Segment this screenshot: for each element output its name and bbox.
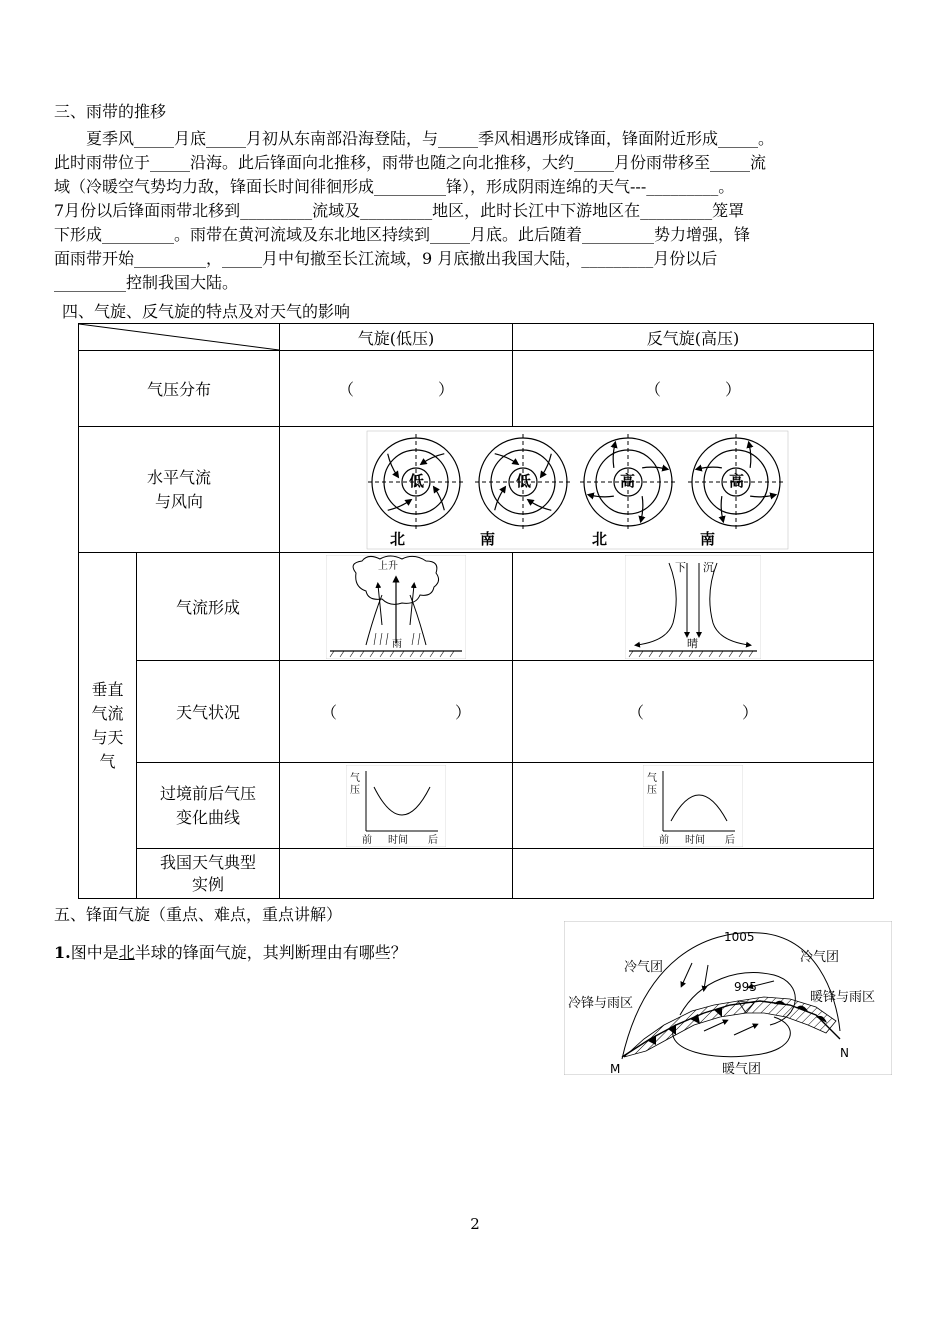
rise-label: 上升 [378, 560, 398, 572]
cold-front-label: 冷锋与雨区 [568, 996, 634, 1011]
header-cyclone: 气旋(低压) [280, 324, 513, 351]
anticyclone-pressure-curve [643, 765, 743, 847]
cyclone-pressure-answer[interactable] [280, 351, 513, 427]
row-label-weather: 天气状况 [137, 661, 280, 763]
section3-line: _________控制我国大陆。 [54, 273, 239, 292]
cold-air-mass-left: 冷气团 [624, 960, 664, 975]
cyclone-weather-answer[interactable] [280, 661, 513, 763]
rising-airflow-diagram-cell [280, 553, 513, 661]
curve-x-time: 时间 [388, 834, 408, 846]
sinking-airflow-diagram [625, 555, 761, 659]
cold-air-mass-right: 冷气团 [800, 950, 840, 965]
label-south-1: 南 [480, 529, 496, 548]
section3-line: 域（冷暖空气势均力敌，锋面长时间徘徊形成_________锋），形成阴雨连绵的天气---_________。 [54, 177, 735, 196]
page-number: 2 [470, 1215, 480, 1233]
question-1-text-pre: 图中是 [70, 943, 119, 962]
group-label-line: 气 [99, 751, 116, 771]
section3-line: 夏季风_____月底_____月初从东南部沿海登陆，与_____季风相遇形成锋面，锋面附近形成_____。 [86, 129, 775, 148]
curve-x-time: 时间 [685, 834, 705, 846]
row-label-curve-line2: 变化曲线 [175, 807, 240, 827]
row-label-pressure: 气压分布 [79, 351, 280, 427]
row-label-airflow: 气流形成 [137, 553, 280, 661]
curve-x-before: 前 [659, 834, 669, 846]
paren-open: （ [644, 380, 661, 399]
curve-y-label: 气 [350, 772, 360, 784]
section3-line: 面雨带开始_________，_____月中旬撤至长江流域，9 月底撤出我国大陆，_________月份以后 [54, 249, 718, 268]
label-south-2: 南 [700, 529, 716, 548]
diagonal-line [79, 324, 279, 350]
curve-y-label: 气 [647, 772, 657, 784]
label-north-2: 北 [592, 529, 608, 548]
isobar-1005: 1005 [724, 930, 755, 944]
paren-close: ） [742, 703, 759, 722]
sink-label-1: 下 [675, 560, 686, 574]
label-low-1: 低 [409, 471, 425, 490]
group-label-line: 气流 [91, 703, 124, 723]
row-label-horizontal [79, 427, 280, 553]
paren-open: （ [320, 703, 337, 722]
section3-paragraph [54, 127, 900, 295]
cyclone-curve-cell [280, 763, 513, 849]
anticyclone-weather-answer[interactable] [513, 661, 874, 763]
curve-x-before: 前 [362, 834, 372, 846]
row-label-horizontal-line1: 水平气流 [146, 467, 211, 487]
point-m: M [610, 1062, 621, 1075]
sinking-airflow-diagram-cell [513, 553, 874, 661]
question-1-text-post: 半球的锋面气旋，其判断理由有哪些？ [134, 943, 407, 962]
group-label-line: 垂直 [91, 679, 124, 699]
curve-y-label: 压 [647, 784, 657, 796]
row-label-horizontal-line2: 与风向 [154, 491, 203, 511]
curve-x-after: 后 [428, 834, 438, 846]
paren-close: ） [438, 380, 455, 399]
row-label-example-line1: 我国天气典型 [159, 852, 256, 872]
rain-label: 雨 [392, 638, 402, 650]
curve-x-after: 后 [725, 834, 735, 846]
paren-open: （ [337, 380, 354, 399]
row-label-curve [137, 763, 280, 849]
label-low-2: 低 [516, 471, 532, 490]
label-north-1: 北 [390, 529, 406, 548]
question-1 [54, 940, 407, 963]
row-label-example [137, 849, 280, 899]
paren-close: ） [455, 703, 472, 722]
group-label-vertical [79, 553, 137, 899]
rising-airflow-diagram [326, 555, 466, 659]
section3-line: 此时雨带位于_____沿海。此后锋面向北推移，雨带也随之向北推移，大约_____月份雨带移至_____流 [54, 153, 767, 172]
curve-y-label: 压 [350, 784, 360, 796]
horizontal-flow-diagram [280, 428, 872, 552]
paren-open: （ [627, 703, 644, 722]
sink-label-2: 沉 [703, 560, 714, 574]
horizontal-flow-diagram-cell [280, 427, 874, 553]
frontal-cyclone-figure [564, 921, 892, 1075]
paren-close: ） [725, 380, 742, 399]
label-high-2: 高 [729, 471, 745, 490]
warm-air-mass: 暖气团 [722, 1062, 762, 1075]
section3-line: 7月份以后锋面雨带北移到_________流域及_________地区，此时长江中下游地区在_________笼罩 [54, 201, 745, 220]
group-label-line: 与天 [91, 727, 124, 747]
anticyclone-pressure-answer[interactable] [513, 351, 874, 427]
question-1-emphasis: 北 [118, 943, 135, 962]
point-n: N [840, 1046, 849, 1060]
row-label-example-line2: 实例 [191, 874, 224, 894]
isobar-995: 995 [734, 980, 757, 994]
warm-front-label: 暖锋与雨区 [810, 990, 876, 1005]
section4-title: 四、气旋、反气旋的特点及对天气的影响 [62, 302, 351, 321]
header-diagonal-cell [79, 324, 280, 351]
section3-title: 三、雨带的推移 [54, 102, 167, 121]
anticyclone-example-answer[interactable] [513, 849, 874, 899]
cyclone-table [78, 323, 874, 899]
section5-title: 五、锋面气旋（重点、难点，重点讲解） [54, 905, 343, 924]
label-high-1: 高 [620, 471, 636, 490]
cyclone-example-answer[interactable] [280, 849, 513, 899]
row-label-curve-line1: 过境前后气压 [159, 783, 256, 803]
section3-line: 下形成_________。雨带在黄河流域及东北地区持续到_____月底。此后随着_________势力增强，锋 [54, 225, 751, 244]
header-anticyclone: 反气旋(高压) [513, 324, 874, 351]
question-1-number: 1. [54, 943, 71, 962]
anticyclone-curve-cell [513, 763, 874, 849]
sunny-label: 晴 [687, 636, 698, 650]
cyclone-pressure-curve [346, 765, 446, 847]
